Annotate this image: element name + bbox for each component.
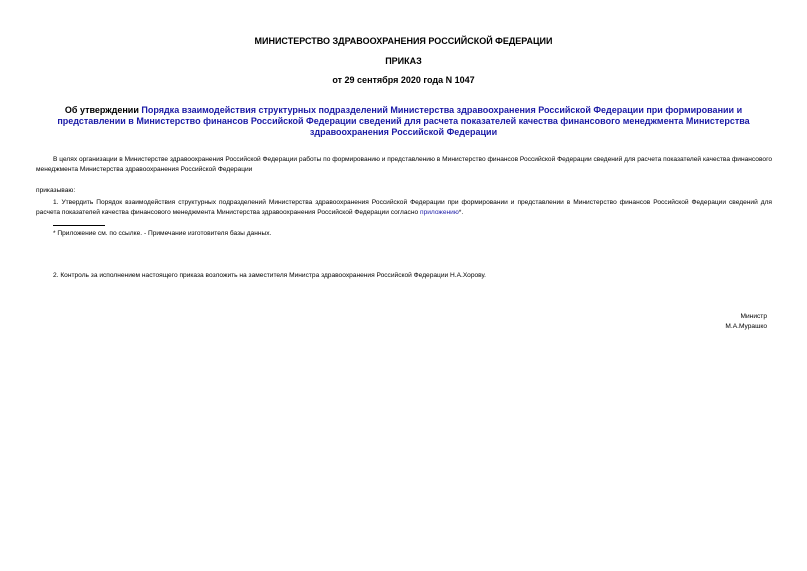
signatory-name: М.А.Мурашко bbox=[725, 323, 767, 330]
appendix-link[interactable]: приложению bbox=[420, 209, 459, 216]
title-prefix: Об утверждении bbox=[64, 105, 142, 115]
ministry-heading: МИНИСТЕРСТВО ЗДРАВООХРАНЕНИЯ РОССИЙСКОЙ ФЕДЕРАЦИИ bbox=[254, 36, 553, 46]
item-1-paragraph bbox=[36, 198, 772, 218]
document-title bbox=[40, 105, 767, 138]
footnote-divider bbox=[53, 225, 105, 226]
item-2-paragraph: 2. Контроль за исполнением настоящего приказа возложить на заместителя Министра здравоохранения Российской Федерации Н.А.Хорову. bbox=[53, 272, 486, 279]
document-date-number: от 29 сентября 2020 года N 1047 bbox=[332, 75, 475, 85]
preamble-paragraph: В целях организации в Министерстве здравоохранения Российской Федерации работы по формированию и представлению в Министерство финансов Российской Федерации сведений для расчета показателей качества финансового менеджмента Министерства здравоохранения Российской Федерации bbox=[36, 156, 772, 173]
footnote-text: * Приложение см. по ссылке. - Примечание изготовителя базы данных. bbox=[53, 230, 272, 237]
item-1-text: 1. Утвердить Порядок взаимодействия структурных подразделений Министерства здравоохранения Российской Федерации при формировании и представлении в Министерство финансов Российской Федерации сведений для расчета показателей качества финансового менеджмента Министерства здравоохранения Российской Федерации согласно bbox=[36, 199, 772, 216]
signatory-position: Министр bbox=[740, 313, 767, 320]
order-word: приказываю: bbox=[36, 187, 76, 194]
item-1-suffix: *. bbox=[458, 209, 464, 216]
title-link[interactable]: Порядка взаимодействия структурных подразделений Министерства здравоохранения Российской Федерации при формировании и представлении в Министерство финансов Российской Федерации сведений для расчета показателей качества финансового менеджмента Министерства здравоохранения Российской Федерации bbox=[57, 105, 750, 137]
document-type: ПРИКАЗ bbox=[385, 56, 422, 66]
